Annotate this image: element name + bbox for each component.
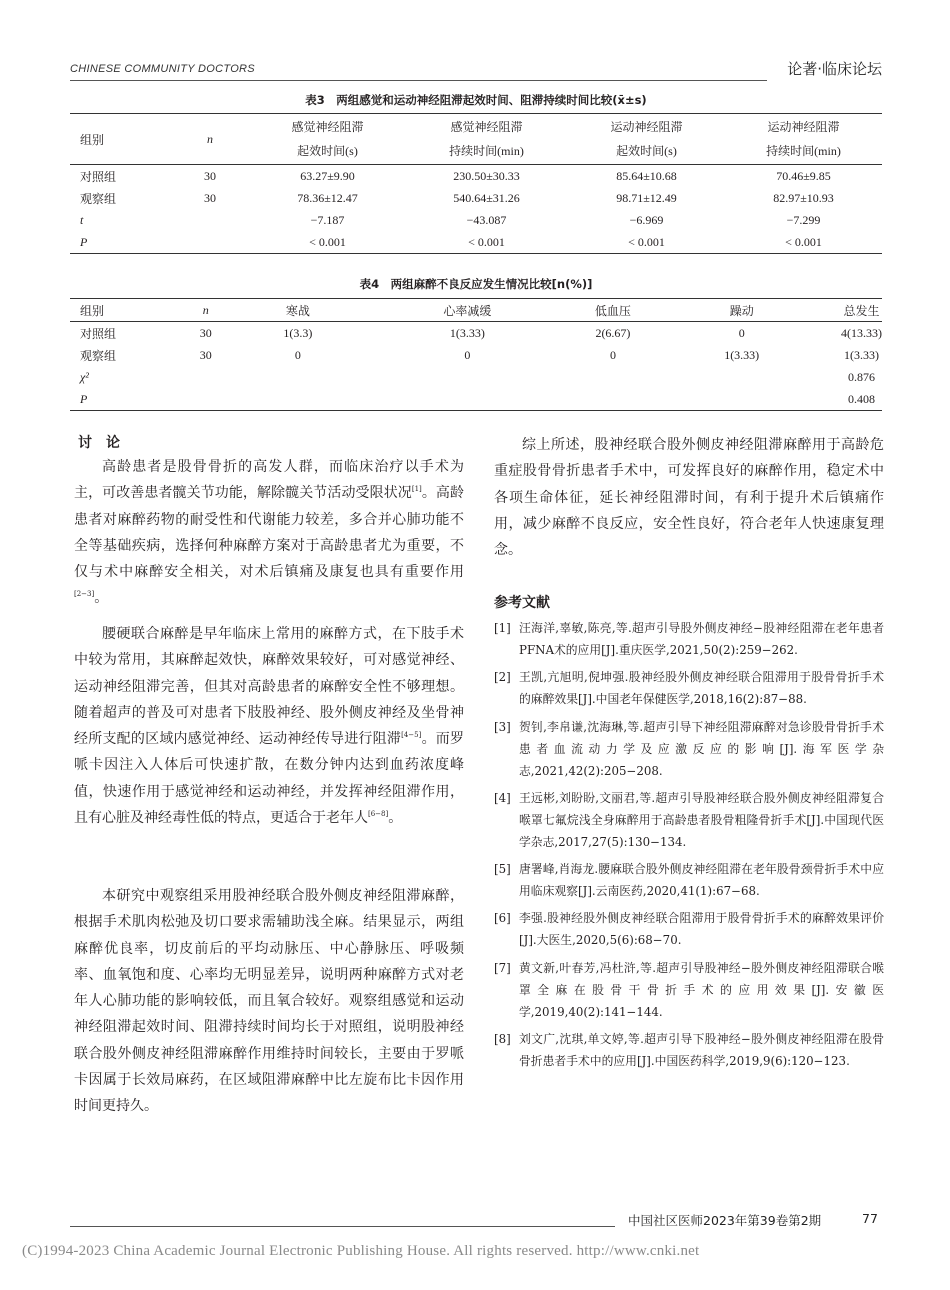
page-number: 77 xyxy=(862,1211,878,1226)
row-n: 30 xyxy=(204,168,216,183)
table3-header-col3-l1: 运动神经阻滞 xyxy=(610,120,683,134)
table4-header-n: n xyxy=(167,299,244,322)
table-row xyxy=(70,165,882,188)
row-label: 对照组 xyxy=(80,326,117,341)
reference-item xyxy=(494,716,884,782)
table3 xyxy=(70,113,882,254)
table-cell: 0 xyxy=(738,325,745,340)
table3-header-col1-l1: 感觉神经阻滞 xyxy=(291,120,364,134)
table4 xyxy=(70,298,882,411)
row-label: χ² xyxy=(80,369,89,384)
table-cell: 4(13.33) xyxy=(840,325,882,340)
p2-text-b: 。而罗哌卡因注入人体后可快速扩散，在数分钟内达到血药浓度峰值，快速作用于感觉神经和运动神经，并发挥神经阻滞作用，且有心脏及神经毒性低的特点，更适合于老年人 xyxy=(74,731,465,827)
citation: [2−3] xyxy=(74,590,95,599)
table-row xyxy=(70,388,882,411)
table-cell: 0 xyxy=(294,347,301,362)
reference-item xyxy=(494,666,884,710)
table-row xyxy=(70,231,882,254)
table-cell: 0.876 xyxy=(847,369,875,384)
reference-text: 黄文新,叶春芳,冯杜浒,等.超声引导股神经−股外侧皮神经阻滞联合喉罩全麻在股骨干骨折手术的应用效果[J].安徽医学,2019,40(2):141−144. xyxy=(519,960,884,1019)
table3-header-col3 xyxy=(568,114,725,165)
table3-header-group: 组别 xyxy=(70,114,170,165)
table-cell: < 0.001 xyxy=(405,231,568,254)
table4-header-col5: 总发生 xyxy=(841,299,882,322)
reference-number: [5] xyxy=(494,862,511,877)
table-cell xyxy=(642,366,840,388)
row-label: t xyxy=(80,212,84,227)
section-label: 论著·临床论坛 xyxy=(787,60,882,78)
row-n xyxy=(167,366,244,388)
table-cell: < 0.001 xyxy=(568,231,725,254)
table3-header-col1-l2: 起效时间(s) xyxy=(297,144,358,158)
reference-text: 刘文广,沈琪,单文婷,等.超声引导下股神经−股外侧皮神经阻滞在股骨骨折患者手术中的应用[J].中国医药科学,2019,9(6):120−123. xyxy=(519,1032,884,1069)
copyright-notice: (C)1994-2023 China Academic Journal Electronic Publishing House. All rights reserved. http://www.cnki.net xyxy=(22,1243,700,1259)
table-cell xyxy=(244,366,351,388)
reference-text: 贺钊,李帛谦,沈海琳,等.超声引导下神经阻滞麻醉对急诊股骨骨折手术患者血流动力学及应激反应的影响[J].海军医学杂志,2021,42(2):205−208. xyxy=(519,719,884,778)
citation: [6−8] xyxy=(368,810,389,819)
reference-number: [8] xyxy=(494,1032,511,1047)
table4-header-col3: 低血压 xyxy=(583,299,642,322)
table-cell: < 0.001 xyxy=(725,231,882,254)
row-label: 观察组 xyxy=(80,191,117,206)
reference-text: 李强.股神经股外侧皮神经联合阻滞用于股骨骨折手术的麻醉效果评价[J].大医生,2020,5(6):68−70. xyxy=(519,911,884,948)
row-label: 观察组 xyxy=(80,348,117,363)
reference-number: [6] xyxy=(494,911,511,926)
table-row xyxy=(70,322,882,345)
row-n xyxy=(167,388,244,411)
references-heading: 参考文献 xyxy=(494,595,550,611)
table-cell: 78.36±12.47 xyxy=(297,190,358,205)
table-cell: 2(6.67) xyxy=(595,325,631,340)
discussion-heading: 讨 论 xyxy=(78,435,120,451)
table-cell: −6.969 xyxy=(629,212,664,227)
table4-header-col2: 心率减缓 xyxy=(351,299,583,322)
table4-title: 表4 两组麻醉不良反应发生情况比较[n(%)] xyxy=(359,277,593,291)
table3-header-col2-l1: 感觉神经阻滞 xyxy=(450,120,523,134)
table-row xyxy=(70,366,882,388)
p1-text-a: 高龄患者是股骨骨折的高发人群，而临床治疗以手术为主，可改善患者髋关节功能，解除髋关节活动受限状况 xyxy=(74,459,464,502)
table3-title: 表3 两组感觉和运动神经阻滞起效时间、阻滞持续时间比较(x̄±s) xyxy=(305,93,647,107)
table3-header-col4 xyxy=(725,114,882,165)
table-row xyxy=(70,187,882,209)
reference-text: 汪海洋,辜敏,陈亮,等.超声引导股外侧皮神经−股神经阻滞在老年患者PFNA术的应用[J].重庆医学,2021,50(2):259−262. xyxy=(519,621,884,657)
header-rule xyxy=(70,80,767,81)
table3-header-n: n xyxy=(170,114,250,165)
row-n xyxy=(170,209,250,231)
table-cell: 70.46±9.85 xyxy=(776,168,831,183)
citation: [4−5] xyxy=(401,731,422,740)
p1-text-c: 。 xyxy=(94,590,109,607)
table4-header-group: 组别 xyxy=(70,299,167,322)
footer-journal-issue: 中国社区医师2023年第39卷第2期 xyxy=(628,1213,822,1228)
reference-text: 唐署峰,肖海龙.腰麻联合股外侧皮神经阻滞在老年股骨颈骨折手术中应用临床观察[J].云南医药,2020,41(1):67−68. xyxy=(519,862,884,899)
reference-text: 王凯,亢旭明,倪坤强.股神经股外侧皮神经联合阻滞用于股骨骨折手术的麻醉效果[J].中国老年保健医学,2018,16(2):87−88. xyxy=(519,670,884,707)
reference-text: 王远彬,刘盼盼,文丽君,等.超声引导股神经联合股外侧皮神经阻滞复合喉罩七氟烷浅全身麻醉用于高龄患者股骨粗隆骨折手术[J].中国现代医学杂志,2017,27(5):130−134. xyxy=(519,790,884,849)
table-cell: 540.64±31.26 xyxy=(453,190,520,205)
table-row xyxy=(70,344,882,366)
table-cell xyxy=(244,388,351,411)
table-cell: 1(3.33) xyxy=(724,347,760,362)
table-cell xyxy=(642,388,840,411)
reference-number: [4] xyxy=(494,790,511,805)
row-n: 30 xyxy=(204,190,216,205)
table-cell: 1(3.3) xyxy=(283,325,313,340)
footer-rule xyxy=(70,1226,615,1227)
table3-header-col2-l2: 持续时间(min) xyxy=(449,144,524,158)
table3-header-col4-l2: 持续时间(min) xyxy=(766,144,841,158)
table-cell xyxy=(351,366,583,388)
discussion-paragraph-1 xyxy=(74,454,464,612)
table-cell: < 0.001 xyxy=(250,231,405,254)
table4-header-row xyxy=(70,299,882,322)
table4-header-col4: 躁动 xyxy=(642,299,840,322)
table-cell: −43.087 xyxy=(466,212,507,227)
citation: [1] xyxy=(411,485,422,494)
table-cell xyxy=(583,388,642,411)
table-cell: 0 xyxy=(464,347,471,362)
table3-header-row xyxy=(70,114,882,165)
discussion-paragraph-2 xyxy=(74,621,464,831)
reference-item xyxy=(494,787,884,853)
reference-item xyxy=(494,957,884,1023)
reference-item xyxy=(494,617,884,661)
table3-header-col2 xyxy=(405,114,568,165)
table-cell: 82.97±10.93 xyxy=(773,190,834,205)
p1-text-b: 。高龄患者对麻醉药物的耐受性和代谢能力较差，多合并心肺功能不全等基础疾病，选择何种麻醉方案对于高龄患者尤为重要，不仅与术中麻醉安全相关，对术后镇痛及康复也具有重要作用 xyxy=(74,485,465,581)
row-label: P xyxy=(70,231,170,254)
row-n: 30 xyxy=(199,347,212,362)
reference-number: [1] xyxy=(494,621,511,635)
reference-list xyxy=(494,617,884,1077)
row-n: 30 xyxy=(199,325,212,340)
table3-header-col4-l1: 运动神经阻滞 xyxy=(767,120,840,134)
p2-text-a: 腰硬联合麻醉是早年临床上常用的麻醉方式，在下肢手术中较为常用，其麻醉起效快，麻醉效果较好，可对感觉神经、运动神经阻滞完善，但其对高龄患者的麻醉安全性不够理想。随着超声的普及可对患者下肢股神经、股外侧皮神经及坐骨神经所支配的区域内感觉神经、运动神经传导进行阻滞 xyxy=(74,626,464,748)
table-cell: 63.27±9.90 xyxy=(300,168,355,183)
reference-number: [2] xyxy=(494,670,511,685)
table3-header-col1 xyxy=(250,114,405,165)
table4-header-col1: 寒战 xyxy=(244,299,351,322)
row-n xyxy=(170,231,250,254)
table-cell: 85.64±10.68 xyxy=(616,168,677,183)
table-cell: −7.299 xyxy=(786,212,821,227)
journal-name-en: CHINESE COMMUNITY DOCTORS xyxy=(70,63,255,75)
table-cell xyxy=(351,388,583,411)
table-row xyxy=(70,209,882,231)
table-cell: 1(3.33) xyxy=(449,325,485,340)
reference-number: [7] xyxy=(494,960,511,975)
reference-item xyxy=(494,1028,884,1072)
table-cell: 0 xyxy=(609,347,616,362)
conclusion-paragraph: 综上所述，股神经联合股外侧皮神经阻滞麻醉用于高龄危重症股骨骨折患者手术中，可发挥良好的麻醉作用，稳定术中各项生命体征，延长神经阻滞时间，有利于提升术后镇痛作用，减少麻醉不良反应，安全性良好，符合老年人快速康复理念。 xyxy=(494,437,884,559)
reference-item xyxy=(494,858,884,902)
table3-header-col3-l2: 起效时间(s) xyxy=(616,144,677,158)
reference-item xyxy=(494,907,884,951)
table-cell: −7.187 xyxy=(310,212,345,227)
table-cell: 230.50±30.33 xyxy=(453,168,520,183)
p2-text-c: 。 xyxy=(388,810,403,827)
discussion-paragraph-3: 本研究中观察组采用股神经联合股外侧皮神经阻滞麻醉，根据手术肌肉松弛及切口要求需辅助浅全麻。结果显示，两组麻醉优良率，切皮前后的平均动脉压、中心静脉压、呼吸频率、血氧饱和度、心率均无明显差异，说明两种麻醉方式对老年人心肺功能的影响较低，而且氧合较好。观察组感觉和运动神经阻滞起效时间、阻滞持续时间均长于对照组，说明股神经联合股外侧皮神经阻滞麻醉作用维持时间较长，主要由于罗哌卡因属于长效局麻药，在区域阻滞麻醉中比左旋布比卡因作用时间更持久。 xyxy=(74,888,464,1115)
table-cell: 0.408 xyxy=(841,388,882,411)
reference-number: [3] xyxy=(494,719,511,734)
row-label: P xyxy=(70,388,167,411)
table-cell: 1(3.33) xyxy=(843,347,879,362)
table-cell xyxy=(583,366,642,388)
table-cell: 98.71±12.49 xyxy=(616,190,677,205)
row-label: 对照组 xyxy=(80,169,117,184)
